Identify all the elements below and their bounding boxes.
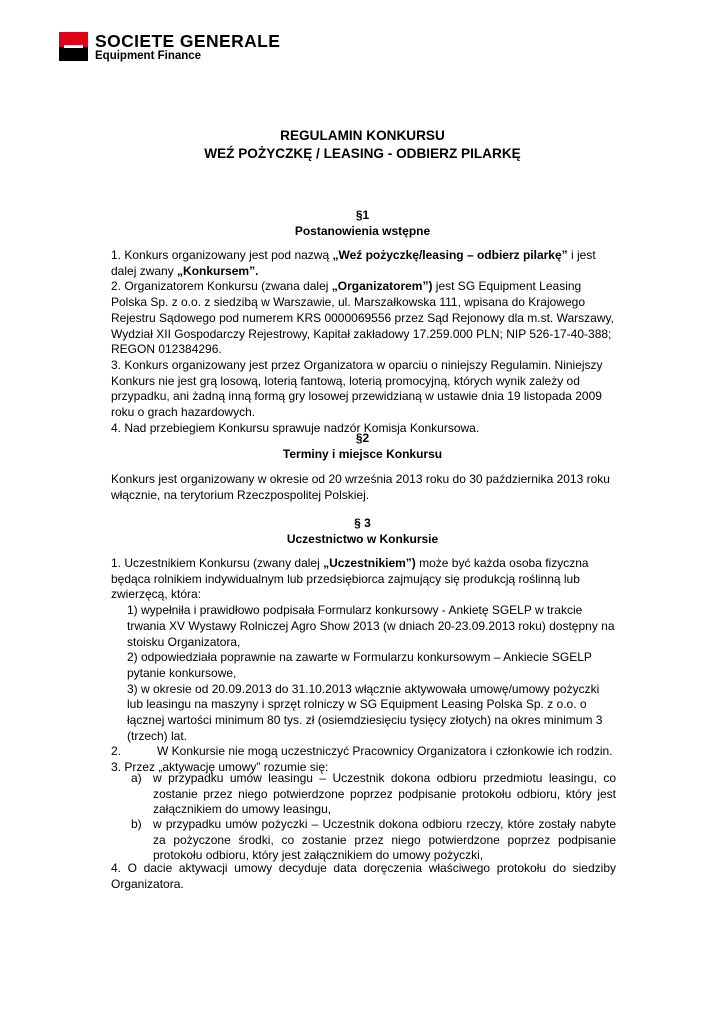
list-item: 1) wypełniła i prawidłowo podpisała Formularz konkursowy - Ankietę SGELP w trakcie trwania XV Wystawy Rolniczej Agro Show 2013 (w dniach 20-23.09.2013 roku) dostępny na stoisku Organizatora, xyxy=(127,603,615,649)
point-a-label: a) xyxy=(131,771,142,785)
s2-paragraph-1: Konkurs jest organizowany w okresie od 20 września 2013 roku do 30 października 2013 roku włącznie, na terytorium Rzeczpospolitej Polskiej. xyxy=(111,472,610,502)
section-1-number: §1 xyxy=(355,208,370,222)
s3-paragraph-2: 2. W Konkursie nie mogą uczestniczyć Pracownicy Organizatora i członkowie ich rodzin. xyxy=(111,744,613,759)
point-b-text: w przypadku umów pożyczki – Uczestnik dokona odbioru rzeczy, które zostały nabyte za pożyczone środki, co zostanie przez niego potwierdzone poprzez podpisanie protokołu odbioru, który jest załącznikiem do umowy pożyczki, xyxy=(153,817,616,863)
s1-paragraph-4: 4. Nad przebiegiem Konkursu sprawuje nadzór Komisja Konkursowa. xyxy=(111,420,480,435)
section-2-body xyxy=(111,472,616,503)
s3-paragraph-3: 3. Przez „aktywację umowy” rozumie się: xyxy=(111,760,329,775)
s3-point-a xyxy=(131,771,616,818)
section-3-body xyxy=(111,556,616,776)
document-title xyxy=(0,127,725,163)
s1-paragraph-2: 2. Organizatorem Konkursu (zwana dalej „Organizatorem”) jest SG Equipment Leasing Polska Sp. z o.o. z siedzibą w Warszawie, ul. Marszałkowska 111, wpisana do Krajowego Rejestru Sądowego pod numerem KRS 0000069556 przez Sąd Rejonowy dla m.st. Warszawy, Wydział XII Gospodarczy Rejestrowy, Kapitał zakładowy 17.259.000 PLN; NIP 526-17-40-388; REGON 012384296. xyxy=(111,279,614,357)
section-2-heading xyxy=(0,430,725,462)
title-line-1: REGULAMIN KONKURSU xyxy=(280,128,445,143)
section-3-number: § 3 xyxy=(354,516,371,530)
s3-criteria-list xyxy=(111,603,616,744)
section-2-name: Terminy i miejsce Konkursu xyxy=(282,447,443,461)
point-a-text: w przypadku umów leasingu – Uczestnik dokona odbioru przedmiotu leasingu, co zostanie przez niego potwierdzone poprzez podpisanie protokołu odbioru, który jest załącznikiem do umowy leasingu, xyxy=(153,771,616,817)
list-item: 3) w okresie od 20.09.2013 do 31.10.2013 włącznie aktywowała umowę/umowy pożyczki lub leasingu na maszyny i sprzęt rolniczy w SG Equipment Leasing Polska Sp. z o.o. o łącznej wartości minimum 80 tys. zł (osiemdziesięciu tysięcy złotych) na okres minimum 3 (trzech) lat. xyxy=(127,681,603,743)
s3-paragraph-4: 4. O dacie aktywacji umowy decyduje data doręczenia właściwego protokołu do siedziby Organizatora. xyxy=(111,861,616,891)
section-3-heading xyxy=(0,515,725,547)
title-line-2: WEŹ POŻYCZKĘ / LEASING - ODBIERZ PILARKĘ xyxy=(204,146,521,161)
section-3-name: Uczestnictwo w Konkursie xyxy=(286,532,439,546)
s1-paragraph-3: 3. Konkurs organizowany jest przez Organizatora w oparciu o niniejszy Regulamin. Niniejszy Konkurs nie jest grą losową, loterią fantową, loterią promocyjną, których wynik zależy od przypadku, ani żadną inną formą gry losowej przewidzianą w ustawie dnia 19 listopada 2009 roku o grach hazardowych. xyxy=(111,357,603,420)
s3-paragraph-1: 1. Uczestnikiem Konkursu (zwany dalej „Uczestnikiem”) może być każda osoba fizyczna będąca rolnikiem indywidualnym lub przedsiębiorca zajmujący się produkcją roślinną lub zwierzęcą, która: xyxy=(111,556,589,602)
section-2-number: §2 xyxy=(355,431,370,445)
logo-subtitle: Equipment Finance xyxy=(95,50,202,62)
s3-point-b xyxy=(131,817,616,864)
logo-company-name: SOCIETE GENERALE xyxy=(95,31,281,51)
section-1-body xyxy=(111,248,616,436)
point-b-label: b) xyxy=(131,817,142,831)
section-1-heading xyxy=(0,207,725,239)
list-item: 2) odpowiedziała poprawnie na zawarte w Formularzu konkursowym – Ankiecie SGELP pytanie konkursowe, xyxy=(127,650,592,680)
s1-paragraph-1: 1. Konkurs organizowany jest pod nazwą „Weź pożyczkę/leasing – odbierz pilarkę” i jest dalej zwany „Konkursem”. xyxy=(111,248,596,278)
section-1-name: Postanowienia wstępne xyxy=(294,224,431,238)
logo-mark-icon xyxy=(59,32,88,61)
